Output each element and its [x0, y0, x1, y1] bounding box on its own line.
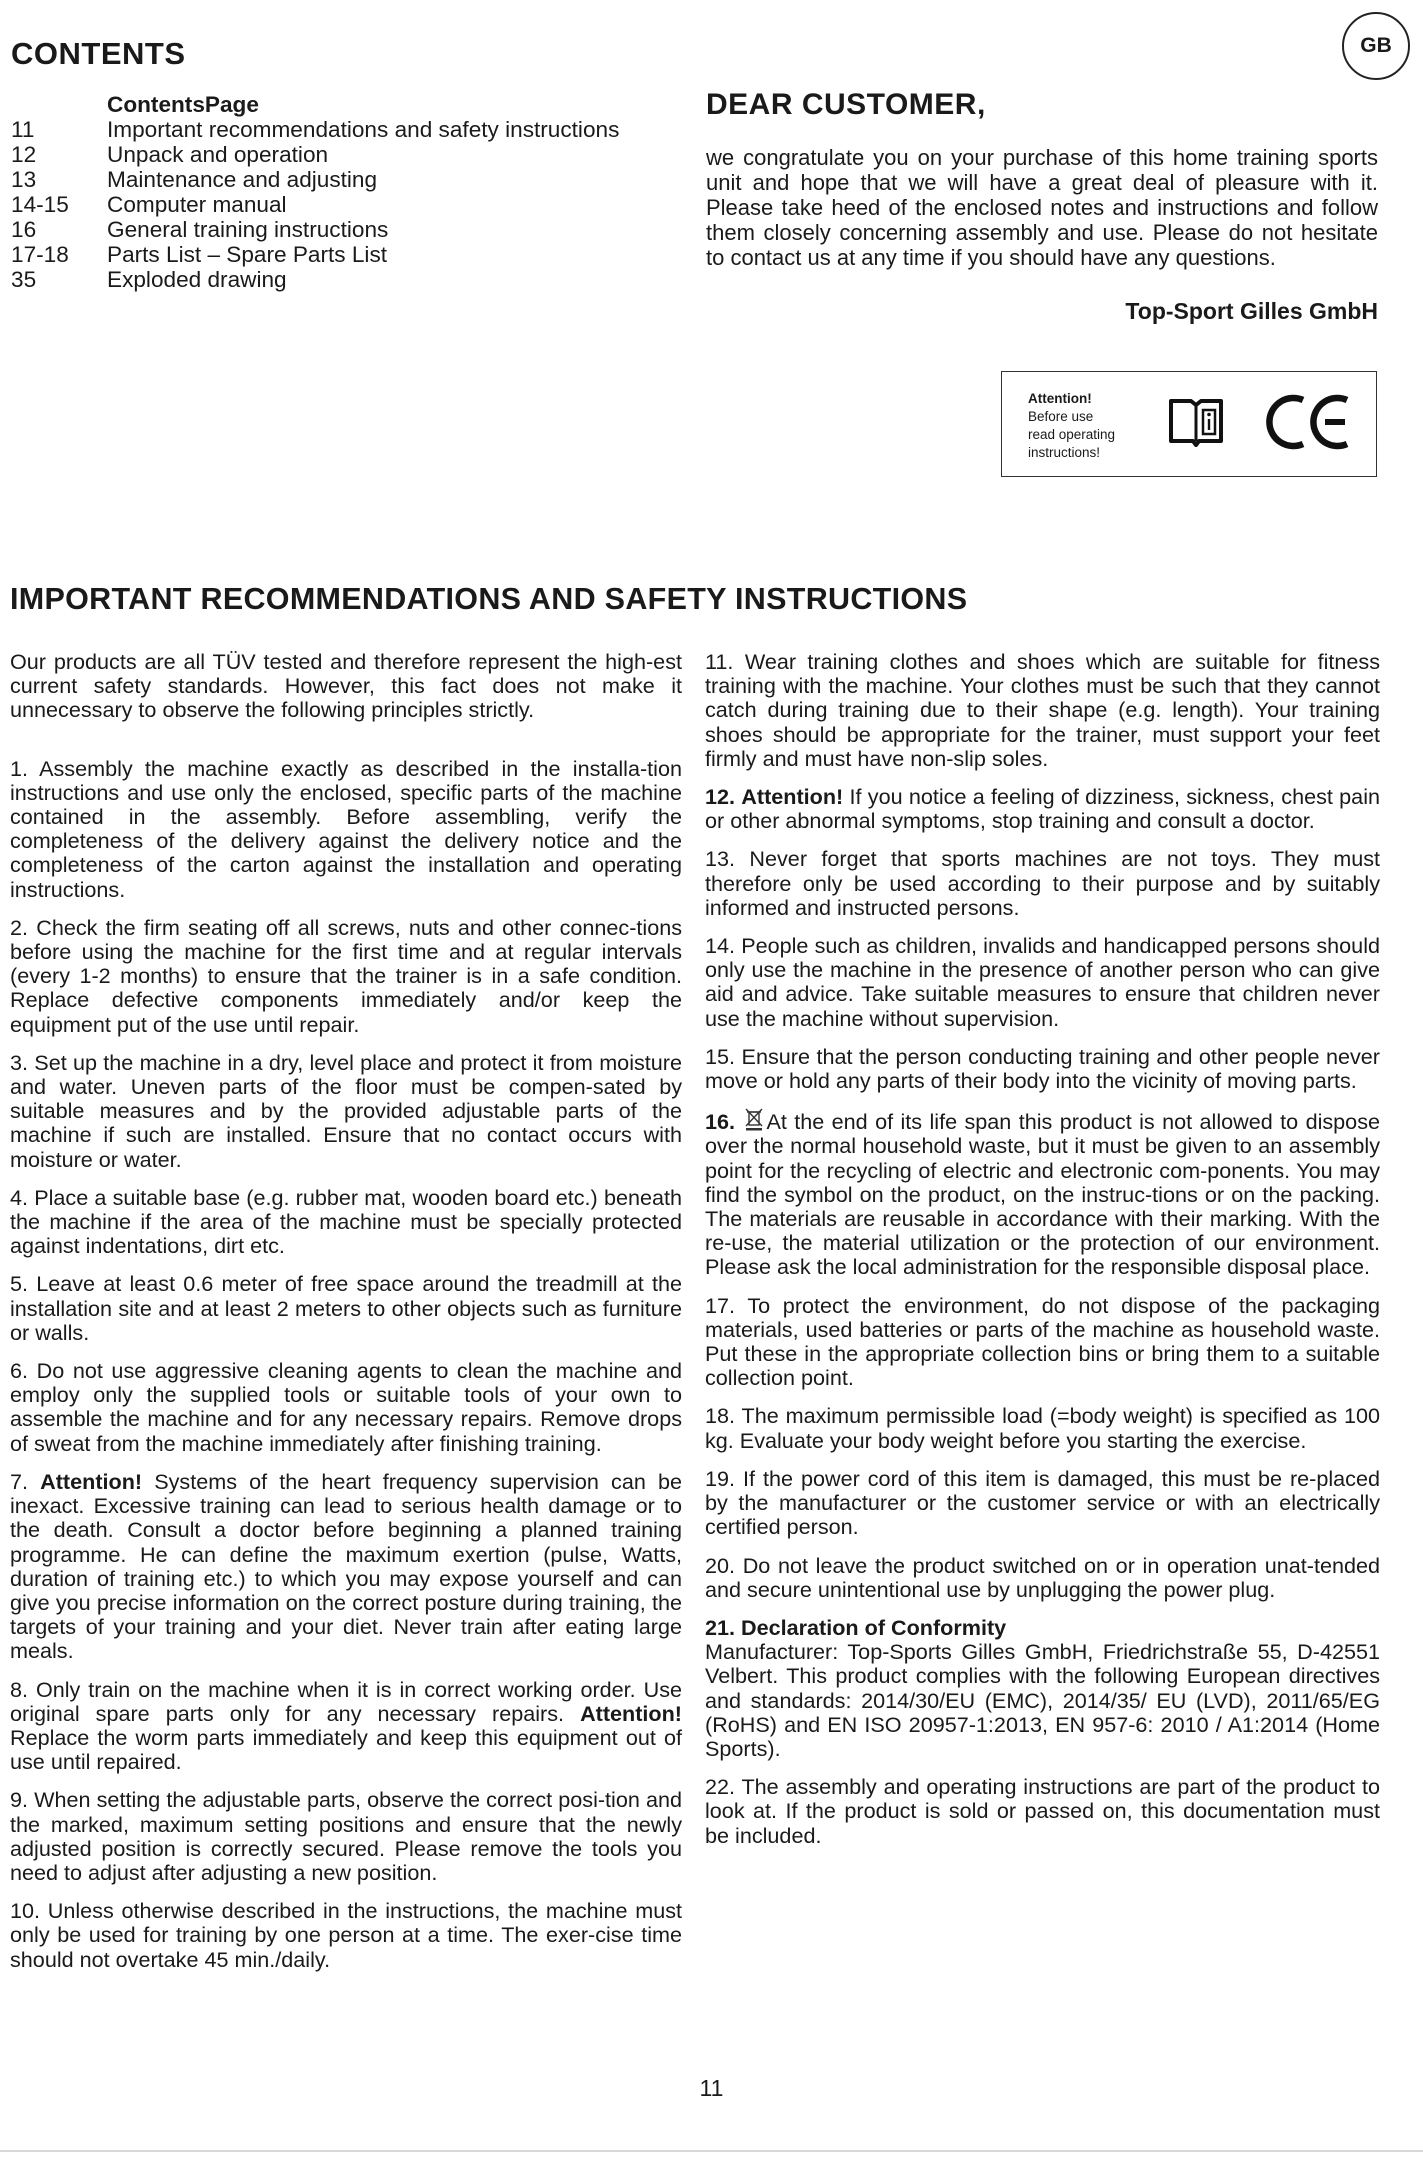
safety-item-19 [705, 1467, 1380, 1540]
toc-row [11, 242, 619, 267]
toc-row [11, 167, 619, 192]
safety-item-5 [10, 1272, 682, 1345]
item-text: Set up the machine in a dry, level place and protect it from moisture and water. Uneven parts of the floor must be compen-sated by suitable measures and by the provided adjustable parts of the machine if such are installed. Ensure that no contact occurs with moisture or water. [10, 1049, 682, 1172]
safety-item-11 [705, 650, 1380, 771]
toc-page: 14-15 [11, 192, 69, 217]
safety-heading: IMPORTANT RECOMMENDATIONS AND SAFETY INSTRUCTIONS [10, 582, 968, 616]
contents-heading: CONTENTS [11, 36, 186, 71]
safety-item-10 [10, 1899, 682, 1972]
item-text: People such as children, invalids and handicapped persons should only use the machine in the presence of another person who can give aid and advice. Take suitable measures to ensure that children never use the machine without supervision. [705, 933, 1380, 1031]
item-number: 20. [705, 1552, 736, 1578]
item-number: 19. [705, 1465, 736, 1491]
attention-label: Attention! [40, 1468, 143, 1494]
safety-item-7 [10, 1470, 682, 1664]
safety-item-2 [10, 916, 682, 1037]
safety-item-9 [10, 1788, 682, 1885]
item-text: If you notice a feeling of dizziness, sickness, chest pain or other abnormal symptoms, stop training and consult a doctor. [705, 784, 1380, 834]
item-number: 14. [705, 933, 736, 959]
item-number: 22. [705, 1774, 736, 1800]
safety-item-1 [10, 757, 682, 902]
safety-item-12 [705, 785, 1380, 833]
safety-intro: Our products are all TÜV tested and therefore represent the high-est current safety standards. However, this fact does not make it unnecessary to observe the following principles strictly. [10, 649, 682, 723]
item-text: Never forget that sports machines are not toys. They must therefore only be used according to their purpose and by suitably informed and instructed persons. [705, 846, 1381, 920]
attention-title: Attention! [1028, 391, 1092, 406]
item-text: Manufacturer: Top-Sports Gilles GmbH, Friedrichstraße 55, D-42551 Velbert. This product complies with the following European directives and standards: 2014/30/EU (EMC), 2014/35/ EU (LVD), 2011/65/EG (RoHS) and EN ISO 20957-1:2013, EN 957-6: 2010 / A1:2014 (Home Sports). [705, 1639, 1380, 1761]
toc-row [11, 142, 619, 167]
toc-row [11, 192, 619, 217]
item-text: Do not use aggressive cleaning agents to clean the machine and employ only the supplied tools or suitable tools of your own to assemble the machine and for any necessary repairs. Remove drops of sweat from the machine immediately after finishing training. [10, 1358, 683, 1456]
toc-title: Parts List – Spare Parts List [107, 242, 388, 267]
item-text: Leave at least 0.6 meter of free space around the treadmill at the installation site and at least 2 meters to other objects such as furniture or walls. [10, 1271, 682, 1345]
toc-title: Important recommendations and safety instructions [107, 117, 620, 142]
item-number: 16. [705, 1109, 736, 1135]
toc-page: 11 [11, 117, 35, 142]
item-number: 15. [705, 1043, 736, 1069]
safety-item-8 [10, 1678, 682, 1775]
toc-page: 13 [11, 167, 37, 192]
item-number: 10. [10, 1898, 41, 1924]
attention-line: instructions! [1028, 445, 1101, 460]
item-text: Place a suitable base (e.g. rubber mat, wooden board etc.) beneath the machine if the area of the machine must be specially protected against indentations, dirt etc. [10, 1184, 682, 1259]
item-text: To protect the environment, do not dispose of the packaging materials, used batteries or parts of the machine as household waste. Put these in the appropriate collection bins or bring them to a suitable collection point. [705, 1292, 1381, 1391]
page-number: 11 [699, 2075, 724, 2101]
dear-customer-text: we congratulate you on your purchase of this home training sports unit and hope that we will have a great deal of pleasure with it. Please take heed of the enclosed notes and instructions and follow them closely concerning assembly and use. Please do not hesitate to contact us at any time if you should have any questions. [706, 145, 1378, 270]
item-number: 7. [10, 1468, 29, 1494]
toc-title: Unpack and operation [107, 142, 329, 167]
safety-item-20 [705, 1554, 1380, 1602]
item-number: 17. [705, 1292, 736, 1318]
item-text: The assembly and operating instructions are part of the product to look at. If the product is sold or passed on, this documentation must be included. [705, 1774, 1380, 1848]
item-number: 1. [10, 755, 29, 781]
safety-column-right [705, 650, 1380, 1862]
safety-item-6 [10, 1359, 682, 1456]
safety-item-13 [705, 847, 1380, 920]
attention-notice-box [1001, 371, 1377, 477]
toc-page: 16 [11, 217, 37, 242]
safety-item-3 [10, 1051, 682, 1172]
item-number: 2. [10, 914, 29, 940]
safety-item-17 [705, 1294, 1380, 1391]
safety-item-14 [705, 934, 1380, 1031]
toc-header: ContentsPage [107, 92, 259, 117]
item-number: 8. [10, 1676, 29, 1702]
attention-label: Attention! [580, 1700, 683, 1726]
declaration-title: 21. Declaration of Conformity [705, 1614, 1007, 1640]
toc-title: Maintenance and adjusting [107, 167, 378, 192]
item-text: Replace the worm parts immediately and keep this equipment out of use until repaired. [10, 1724, 682, 1775]
attention-line: Before use [1028, 409, 1094, 424]
toc-row [11, 267, 619, 292]
safety-column-left [10, 650, 682, 1986]
toc-title: Exploded drawing [107, 267, 287, 292]
item-text: Only train on the machine when it is in correct working order. Use original spare parts only for any necessary repairs. [10, 1676, 682, 1726]
safety-item-16 [705, 1107, 1380, 1279]
toc-title: General training instructions [107, 217, 389, 242]
item-number: 3. [10, 1049, 29, 1075]
toc-title: Computer manual [107, 192, 287, 217]
item-text: Check the firm seating off all screws, nuts and other connec-tions before using the machine for the first time and at regular intervals (every 1-2 months) to ensure that the trainer is in a safe condition. Replace defective components immediately and/or keep the equipment put of the use until repair. [10, 914, 683, 1037]
item-number: 13. [705, 846, 736, 872]
item-text: Wear training clothes and shoes which are suitable for fitness training with the machine. Your clothes must be such that they cannot catch during training due to their shape (e.g. length). Your training shoes should be appropriate for the trainer, must support your feet firmly and must have non-slip soles. [705, 649, 1380, 771]
table-of-contents [11, 92, 619, 292]
safety-item-22 [705, 1775, 1380, 1848]
item-text: Do not leave the product switched on or in operation unat-tended and secure unintentional use by unplugging the power plug. [705, 1552, 1380, 1602]
item-number: 6. [10, 1358, 29, 1384]
safety-item-21 [705, 1616, 1380, 1761]
item-text: Ensure that the person conducting training and other people never move or hold any parts of their body into the vicinity of moving parts. [705, 1043, 1380, 1094]
item-number: 18. [705, 1403, 736, 1429]
item-text: If the power cord of this item is damaged, this must be re-placed by the manufacturer or the customer service or with an electrically certified person. [705, 1465, 1380, 1540]
dear-customer-heading: DEAR CUSTOMER, [706, 88, 986, 121]
item-number: 9. [10, 1787, 29, 1813]
attention-notice-text [1028, 390, 1138, 462]
item-number: 4. [10, 1184, 29, 1210]
crossed-bin-icon [744, 1107, 764, 1131]
language-badge: GB [1342, 12, 1410, 80]
attention-label: Attention! [741, 784, 844, 810]
toc-page: 35 [11, 267, 37, 292]
item-text: Unless otherwise described in the instructions, the machine must only be used for training by one person at a time. The exer-cise time should not overtake 45 min./daily. [10, 1898, 683, 1972]
safety-item-18 [705, 1404, 1380, 1452]
safety-item-15 [705, 1045, 1380, 1093]
attention-line: read operating [1028, 427, 1116, 442]
item-number: 12. [705, 784, 736, 810]
item-text: Systems of the heart frequency supervision can be inexact. Excessive training can lead to serious health damage or to the death. Consult a doctor before beginning a planned training programme. He can define the maximum exertion (pulse, Watts, duration of training etc.) to which you may expose yourself and can give you precise information on the correct posture during training, the targets of your training and your diet. Never train after eating large meals. [10, 1468, 683, 1664]
read-manual-icon [1167, 395, 1225, 447]
item-text: The maximum permissible load (=body weight) is specified as 100 kg. Evaluate your body weight before you starting the exercise. [705, 1403, 1381, 1453]
safety-item-4 [10, 1186, 682, 1259]
item-number: 5. [10, 1271, 29, 1297]
company-signature: Top-Sport Gilles GmbH [1125, 298, 1378, 324]
toc-row [11, 217, 619, 242]
item-text: When setting the adjustable parts, observe the correct posi-tion and the marked, maximum setting positions and ensure that the newly adjusted position is correctly secured. Please remove the tools you need to adjust after adjusting a new position. [10, 1787, 683, 1885]
toc-page: 17-18 [11, 242, 69, 267]
toc-page: 12 [11, 142, 37, 167]
item-number: 11. [705, 649, 734, 674]
page-bottom-edge [0, 2150, 1423, 2152]
item-text: At the end of its life span this product is not allowed to dispose over the normal household waste, but it must be given to an assembly point for the recycling of electric and electronic com-ponents. You may find the symbol on the product, on the instruc-tions or on the packing. The materials are reusable in accordance with their marking. With the re-use, the material utilization or the protection of our environment. Please ask the local administration for the responsible disposal place. [705, 1109, 1380, 1280]
item-text: Assembly the machine exactly as described in the installa-tion instructions and use only the enclosed, specific parts of the machine contained in the assembly. Before assembling, verify the completeness of the delivery against the delivery notice and the completeness of the carton against the installation and operating instructions. [10, 755, 682, 902]
ce-mark-icon [1265, 392, 1353, 452]
toc-row [11, 117, 619, 142]
